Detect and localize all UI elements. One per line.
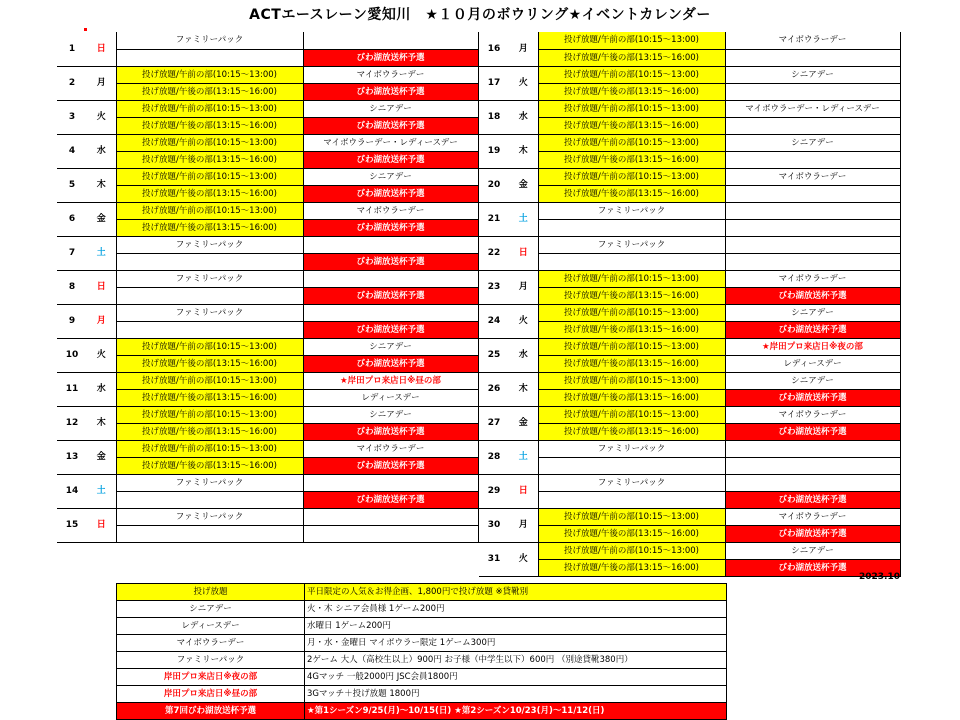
legend-key: マイボウラーデー — [117, 635, 305, 652]
calendar-row — [57, 304, 478, 321]
weekday: 土 — [509, 202, 538, 236]
weekday: 水 — [87, 372, 116, 406]
legend-value: 4Gマッチ 一般2000円 JSC会員1800円 — [305, 669, 727, 686]
session-cell: 投げ放題/午前の部(10:15～13:00) — [538, 168, 725, 185]
calendar-row — [479, 202, 900, 219]
empty-cell — [303, 304, 478, 321]
event-cell: レディースデー — [303, 389, 478, 406]
session-cell: ファミリーパック — [538, 236, 725, 253]
event-cell — [303, 525, 478, 542]
day-number: 31 — [479, 542, 509, 576]
day-number: 17 — [479, 66, 509, 100]
session-cell: 投げ放題/午後の部(13:15～16:00) — [538, 559, 725, 576]
calendar-row — [479, 253, 900, 270]
weekday: 日 — [509, 474, 538, 508]
tournament-cell: びわ湖放送杯予選 — [303, 49, 478, 66]
session-cell — [538, 253, 725, 270]
day-number: 2 — [57, 66, 87, 100]
session-cell — [538, 491, 725, 508]
empty-cell — [303, 236, 478, 253]
session-cell: 投げ放題/午後の部(13:15～16:00) — [538, 423, 725, 440]
event-cell — [725, 457, 900, 474]
calendar-row — [479, 406, 900, 423]
weekday: 火 — [87, 100, 116, 134]
calendar-row — [57, 287, 478, 304]
session-cell: 投げ放題/午前の部(10:15～13:00) — [116, 338, 303, 355]
day-number: 18 — [479, 100, 509, 134]
calendar-row — [479, 508, 900, 525]
event-cell: マイボウラーデー・レディースデー — [303, 134, 478, 151]
day-number: 19 — [479, 134, 509, 168]
day-number: 20 — [479, 168, 509, 202]
day-number: 16 — [479, 32, 509, 66]
legend-value: 火・木 シニア会員様 1ゲーム200円 — [305, 601, 727, 618]
day-number: 11 — [57, 372, 87, 406]
weekday: 月 — [87, 66, 116, 100]
calendar-row — [479, 389, 900, 406]
event-cell: マイボウラーデー・レディースデー — [725, 100, 900, 117]
calendar-row — [479, 66, 900, 83]
calendar-row — [57, 508, 478, 525]
weekday: 日 — [87, 270, 116, 304]
legend-value: 平日限定の人気＆お得企画、1,800円で投げ放題 ※貸靴別 — [305, 584, 727, 601]
session-cell: 投げ放題/午前の部(10:15～13:00) — [538, 406, 725, 423]
session-cell: 投げ放題/午後の部(13:15～16:00) — [538, 83, 725, 100]
event-cell: シニアデー — [725, 372, 900, 389]
empty-cell — [303, 270, 478, 287]
legend-key: 投げ放題 — [117, 584, 305, 601]
session-cell: 投げ放題/午後の部(13:15～16:00) — [538, 355, 725, 372]
session-cell: 投げ放題/午前の部(10:15～13:00) — [116, 202, 303, 219]
session-cell: ファミリーパック — [116, 32, 303, 49]
session-cell: 投げ放題/午後の部(13:15～16:00) — [538, 117, 725, 134]
legend-value: 水曜日 1ゲーム200円 — [305, 618, 727, 635]
event-cell: シニアデー — [725, 304, 900, 321]
session-cell: 投げ放題/午後の部(13:15～16:00) — [116, 355, 303, 372]
session-cell — [538, 457, 725, 474]
legend-key: 岸田プロ来店日※夜の部 — [117, 669, 305, 686]
calendar-row — [57, 321, 478, 338]
event-cell: マイボウラーデー — [725, 270, 900, 287]
session-cell: 投げ放題/午前の部(10:15～13:00) — [538, 338, 725, 355]
session-cell: 投げ放題/午後の部(13:15～16:00) — [116, 185, 303, 202]
day-number: 24 — [479, 304, 509, 338]
weekday: 火 — [509, 66, 538, 100]
session-cell: 投げ放題/午前の部(10:15～13:00) — [538, 100, 725, 117]
calendar-row — [57, 32, 478, 49]
calendar-row — [479, 270, 900, 287]
calendar-row — [479, 338, 900, 355]
empty-cell — [725, 236, 900, 253]
calendar-row — [479, 100, 900, 117]
calendar-row — [479, 219, 900, 236]
session-cell: 投げ放題/午後の部(13:15～16:00) — [538, 321, 725, 338]
weekday: 月 — [509, 32, 538, 66]
event-cell: マイボウラーデー — [725, 406, 900, 423]
calendar-row — [479, 185, 900, 202]
weekday: 木 — [87, 406, 116, 440]
session-cell: ファミリーパック — [116, 508, 303, 525]
legend-value: 3Gマッチ＋投げ放題 1800円 — [305, 686, 727, 703]
day-number: 14 — [57, 474, 87, 508]
session-cell: 投げ放題/午後の部(13:15～16:00) — [116, 423, 303, 440]
legend-key: 第7回びわ湖放送杯予選 — [117, 703, 305, 720]
event-cell: マイボウラーデー — [725, 168, 900, 185]
day-number: 29 — [479, 474, 509, 508]
session-cell: 投げ放題/午後の部(13:15～16:00) — [116, 117, 303, 134]
session-cell: 投げ放題/午前の部(10:15～13:00) — [116, 134, 303, 151]
date-stamp: 2023.10 — [859, 572, 900, 582]
tournament-cell: びわ湖放送杯予選 — [303, 423, 478, 440]
empty-cell — [303, 474, 478, 491]
calendar-row — [479, 287, 900, 304]
day-number: 8 — [57, 270, 87, 304]
event-cell: シニアデー — [725, 542, 900, 559]
session-cell: ファミリーパック — [538, 474, 725, 491]
day-number: 22 — [479, 236, 509, 270]
calendar-row — [57, 100, 478, 117]
calendar-row — [57, 389, 478, 406]
legend-row — [117, 703, 727, 720]
legend-row — [117, 601, 727, 618]
weekday: 土 — [509, 440, 538, 474]
event-cell — [725, 117, 900, 134]
session-cell — [538, 219, 725, 236]
legend-value: 月・水・金曜日 マイボウラー限定 1ゲーム300円 — [305, 635, 727, 652]
session-cell: 投げ放題/午前の部(10:15～13:00) — [538, 304, 725, 321]
weekday: 木 — [509, 134, 538, 168]
tournament-cell: びわ湖放送杯予選 — [725, 525, 900, 542]
day-number: 3 — [57, 100, 87, 134]
weekday: 水 — [509, 100, 538, 134]
session-cell: 投げ放題/午後の部(13:15～16:00) — [116, 219, 303, 236]
event-cell: シニアデー — [303, 338, 478, 355]
day-number: 23 — [479, 270, 509, 304]
event-cell: レディースデー — [725, 355, 900, 372]
tournament-cell: びわ湖放送杯予選 — [303, 83, 478, 100]
session-cell: 投げ放題/午前の部(10:15～13:00) — [116, 372, 303, 389]
weekday: 土 — [87, 236, 116, 270]
weekday: 金 — [509, 168, 538, 202]
day-number: 6 — [57, 202, 87, 236]
calendar-row — [479, 151, 900, 168]
session-cell: ファミリーパック — [538, 202, 725, 219]
legend-value: ★第1シーズン9/25(月)～10/15(日) ★第2シーズン10/23(月)～11/12(日) — [305, 703, 727, 720]
calendar-row — [57, 219, 478, 236]
legend-row — [117, 669, 727, 686]
calendar-row — [57, 185, 478, 202]
tournament-cell: びわ湖放送杯予選 — [303, 117, 478, 134]
calendar-row — [479, 491, 900, 508]
day-number: 28 — [479, 440, 509, 474]
session-cell: 投げ放題/午前の部(10:15～13:00) — [538, 542, 725, 559]
legend-key: シニアデー — [117, 601, 305, 618]
weekday: 日 — [87, 508, 116, 542]
weekday: 月 — [509, 508, 538, 542]
session-cell: ファミリーパック — [116, 474, 303, 491]
day-number: 1 — [57, 32, 87, 66]
weekday: 火 — [509, 542, 538, 576]
calendar-row — [57, 117, 478, 134]
event-cell — [725, 83, 900, 100]
session-cell: 投げ放題/午前の部(10:15～13:00) — [116, 168, 303, 185]
calendar-row — [57, 236, 478, 253]
tournament-cell: びわ湖放送杯予選 — [303, 321, 478, 338]
calendar-row — [479, 474, 900, 491]
weekday: 日 — [87, 32, 116, 66]
tournament-cell: びわ湖放送杯予選 — [725, 559, 900, 576]
calendar-row — [57, 134, 478, 151]
legend-row — [117, 635, 727, 652]
weekday: 土 — [87, 474, 116, 508]
tournament-cell: びわ湖放送杯予選 — [303, 185, 478, 202]
calendar-row — [479, 32, 900, 49]
tournament-cell: びわ湖放送杯予選 — [303, 253, 478, 270]
calendar-row — [57, 83, 478, 100]
calendar-row — [57, 355, 478, 372]
event-cell: マイボウラーデー — [303, 202, 478, 219]
session-cell: 投げ放題/午前の部(10:15～13:00) — [116, 66, 303, 83]
session-cell: 投げ放題/午前の部(10:15～13:00) — [116, 440, 303, 457]
calendar-row — [479, 525, 900, 542]
legend-row — [117, 584, 727, 601]
tournament-cell: びわ湖放送杯予選 — [303, 355, 478, 372]
calendar-row — [479, 49, 900, 66]
session-cell: 投げ放題/午前の部(10:15～13:00) — [538, 508, 725, 525]
calendar-row — [479, 423, 900, 440]
session-cell — [116, 49, 303, 66]
weekday: 水 — [509, 338, 538, 372]
calendar-row — [479, 457, 900, 474]
session-cell: 投げ放題/午後の部(13:15～16:00) — [538, 151, 725, 168]
event-cell: ★岸田プロ来店日※夜の部 — [725, 338, 900, 355]
tournament-cell: びわ湖放送杯予選 — [725, 491, 900, 508]
weekday: 木 — [87, 168, 116, 202]
calendar-row — [57, 474, 478, 491]
weekday: 火 — [509, 304, 538, 338]
calendar-row — [479, 168, 900, 185]
day-number: 12 — [57, 406, 87, 440]
calendar-row — [57, 440, 478, 457]
weekday: 金 — [87, 202, 116, 236]
calendar-row — [479, 542, 900, 559]
session-cell: 投げ放題/午前の部(10:15～13:00) — [538, 270, 725, 287]
calendar-row — [57, 270, 478, 287]
empty-cell — [303, 508, 478, 525]
legend-value: 2ゲーム 大人（高校生以上）900円 お子様（中学生以下）600円 （別途貸靴380円） — [305, 652, 727, 669]
session-cell: ファミリーパック — [116, 270, 303, 287]
calendar-left — [57, 32, 479, 543]
event-cell: シニアデー — [303, 168, 478, 185]
event-cell: シニアデー — [303, 406, 478, 423]
day-number: 27 — [479, 406, 509, 440]
weekday: 水 — [87, 134, 116, 168]
tournament-cell: びわ湖放送杯予選 — [303, 151, 478, 168]
weekday: 月 — [87, 304, 116, 338]
empty-cell — [725, 440, 900, 457]
calendar-row — [57, 202, 478, 219]
session-cell: ファミリーパック — [116, 304, 303, 321]
day-number: 30 — [479, 508, 509, 542]
legend-row — [117, 618, 727, 635]
session-cell: 投げ放題/午前の部(10:15～13:00) — [538, 372, 725, 389]
session-cell: 投げ放題/午前の部(10:15～13:00) — [538, 134, 725, 151]
tournament-cell: びわ湖放送杯予選 — [725, 389, 900, 406]
day-number: 25 — [479, 338, 509, 372]
event-cell: シニアデー — [303, 100, 478, 117]
event-cell — [725, 151, 900, 168]
calendar-row — [57, 525, 478, 542]
weekday: 金 — [509, 406, 538, 440]
calendar-row — [479, 304, 900, 321]
weekday: 木 — [509, 372, 538, 406]
calendar-row — [57, 423, 478, 440]
session-cell: ファミリーパック — [116, 236, 303, 253]
event-cell: マイボウラーデー — [725, 508, 900, 525]
tournament-cell: びわ湖放送杯予選 — [725, 287, 900, 304]
calendar-row — [57, 253, 478, 270]
tournament-cell: びわ湖放送杯予選 — [303, 219, 478, 236]
calendar-row — [57, 406, 478, 423]
session-cell — [116, 287, 303, 304]
legend-key: レディースデー — [117, 618, 305, 635]
weekday: 火 — [87, 338, 116, 372]
event-cell — [725, 185, 900, 202]
tournament-cell: びわ湖放送杯予選 — [303, 457, 478, 474]
calendar-row — [479, 83, 900, 100]
session-cell — [116, 253, 303, 270]
calendar-row — [479, 321, 900, 338]
empty-cell — [725, 202, 900, 219]
empty-cell — [725, 474, 900, 491]
session-cell: 投げ放題/午後の部(13:15～16:00) — [116, 151, 303, 168]
legend-row — [117, 686, 727, 703]
session-cell: 投げ放題/午後の部(13:15～16:00) — [538, 185, 725, 202]
day-number: 9 — [57, 304, 87, 338]
tournament-cell: びわ湖放送杯予選 — [725, 321, 900, 338]
session-cell: 投げ放題/午前の部(10:15～13:00) — [538, 32, 725, 49]
calendar-row — [479, 134, 900, 151]
weekday: 日 — [509, 236, 538, 270]
event-cell — [725, 219, 900, 236]
session-cell: 投げ放題/午前の部(10:15～13:00) — [116, 406, 303, 423]
event-cell: シニアデー — [725, 66, 900, 83]
calendar-row — [479, 355, 900, 372]
weekday: 月 — [509, 270, 538, 304]
event-cell: マイボウラーデー — [725, 32, 900, 49]
day-number: 5 — [57, 168, 87, 202]
calendar-row — [57, 49, 478, 66]
session-cell: 投げ放題/午前の部(10:15～13:00) — [538, 66, 725, 83]
session-cell — [116, 321, 303, 338]
session-cell: 投げ放題/午後の部(13:15～16:00) — [116, 457, 303, 474]
legend-key: 岸田プロ来店日※昼の部 — [117, 686, 305, 703]
calendar-row — [57, 372, 478, 389]
event-cell — [725, 49, 900, 66]
event-cell: マイボウラーデー — [303, 440, 478, 457]
calendar-right — [479, 32, 901, 577]
tournament-cell: びわ湖放送杯予選 — [303, 287, 478, 304]
session-cell: 投げ放題/午後の部(13:15～16:00) — [538, 389, 725, 406]
empty-cell — [303, 32, 478, 49]
calendar-row — [479, 117, 900, 134]
session-cell: 投げ放題/午後の部(13:15～16:00) — [116, 83, 303, 100]
session-cell: 投げ放題/午前の部(10:15～13:00) — [116, 100, 303, 117]
legend-row — [117, 652, 727, 669]
calendar-row — [57, 66, 478, 83]
calendar-row — [57, 457, 478, 474]
session-cell: 投げ放題/午後の部(13:15～16:00) — [116, 389, 303, 406]
day-number: 4 — [57, 134, 87, 168]
day-number: 10 — [57, 338, 87, 372]
session-cell: 投げ放題/午後の部(13:15～16:00) — [538, 287, 725, 304]
calendar-row — [479, 236, 900, 253]
calendar-row — [479, 372, 900, 389]
corner-mark — [84, 28, 87, 31]
day-number: 13 — [57, 440, 87, 474]
page-title: ACTエースレーン愛知川 ★１０月のボウリング★イベントカレンダー — [249, 7, 711, 23]
event-cell: マイボウラーデー — [303, 66, 478, 83]
calendar-row — [57, 168, 478, 185]
session-cell — [116, 525, 303, 542]
event-cell — [725, 253, 900, 270]
calendar-row — [479, 440, 900, 457]
event-cell: シニアデー — [725, 134, 900, 151]
day-number: 26 — [479, 372, 509, 406]
event-cell: ★岸田プロ来店日※昼の部 — [303, 372, 478, 389]
session-cell — [116, 491, 303, 508]
calendar-row — [57, 491, 478, 508]
legend-table — [116, 583, 727, 720]
day-number: 15 — [57, 508, 87, 542]
calendar-row — [57, 151, 478, 168]
day-number: 7 — [57, 236, 87, 270]
legend-key: ファミリーパック — [117, 652, 305, 669]
day-number: 21 — [479, 202, 509, 236]
session-cell: 投げ放題/午後の部(13:15～16:00) — [538, 525, 725, 542]
tournament-cell: びわ湖放送杯予選 — [725, 423, 900, 440]
tournament-cell: びわ湖放送杯予選 — [303, 491, 478, 508]
session-cell: ファミリーパック — [538, 440, 725, 457]
calendar-row — [57, 338, 478, 355]
session-cell: 投げ放題/午後の部(13:15～16:00) — [538, 49, 725, 66]
weekday: 金 — [87, 440, 116, 474]
